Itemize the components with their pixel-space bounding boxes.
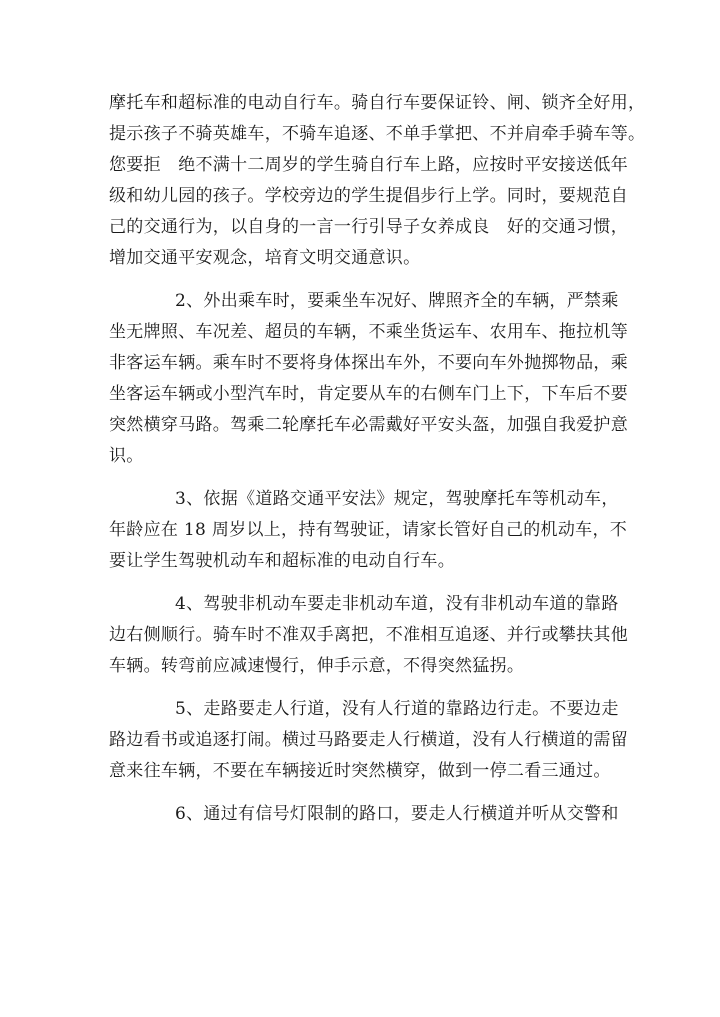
text-line: 路边看书或追逐打闹。横过马路要走人行横道，没有人行横道的需留 [109, 730, 628, 750]
text-line: 非客运车辆。乘车时不要将身体探出车外，不要向车外抛掷物品，乘 [109, 353, 628, 373]
text-line: 您要拒 绝不满十二周岁的学生骑自行车上路，应按时平安接送低年 [109, 155, 628, 175]
paragraph-6 [109, 799, 619, 830]
paragraph-3 [109, 484, 628, 577]
text-line: 要让学生驾驶机动车和超标准的电动自行车。 [109, 551, 455, 571]
text-line: 4、驾驶非机动车要走非机动车道，没有非机动车道的靠路 [175, 594, 619, 614]
text-line: 增加交通平安观念，培育文明交通意识。 [109, 248, 421, 268]
document-body [109, 88, 646, 830]
paragraph-2 [109, 286, 628, 472]
text-line: 6、通过有信号灯限制的路口，要走人行横道并听从交警和 [175, 804, 619, 824]
paragraph-4 [109, 589, 628, 682]
text-line: 5、走路要走人行道，没有人行道的靠路边行走。不要边走 [175, 699, 619, 719]
text-line: 意来往车辆，不要在车辆接近时突然横穿，做到一停二看三通过。 [109, 761, 611, 781]
text-line: 3、依据《道路交通平安法》规定，驾驶摩托车等机动车， [175, 489, 619, 509]
text-line: 突然横穿马路。驾乘二轮摩托车必需戴好平安头盔，加强自我爱护意 [109, 415, 628, 435]
text-line: 2、外出乘车时，要乘坐车况好、牌照齐全的车辆，严禁乘 [175, 291, 619, 311]
text-line: 提示孩子不骑英雄车，不骑车追逐、不单手掌把、不并肩牵手骑车等。 [109, 124, 646, 144]
text-line: 识。 [109, 446, 144, 466]
text-line: 坐无牌照、车况差、超员的车辆，不乘坐货运车、农用车、拖拉机等 [109, 322, 628, 342]
text-line: 摩托车和超标准的电动自行车。骑自行车要保证铃、闸、锁齐全好用， [109, 93, 646, 113]
text-line: 己的交通行为，以自身的一言一行引导子女养成良 好的交通习惯， [109, 217, 628, 237]
text-line: 级和幼儿园的孩子。学校旁边的学生提倡步行上学。同时，要规范自 [109, 186, 628, 206]
text-line: 边右侧顺行。骑车时不准双手离把，不准相互追逐、并行或攀扶其他 [109, 625, 628, 645]
text-line: 坐客运车辆或小型汽车时，肯定要从车的右侧车门上下，下车后不要 [109, 384, 628, 404]
paragraph-1 [109, 88, 646, 274]
text-line: 车辆。转弯前应减速慢行，伸手示意，不得突然猛拐。 [109, 656, 525, 676]
text-line: 年龄应在 18 周岁以上，持有驾驶证，请家长管好自己的机动车，不 [109, 520, 628, 540]
paragraph-5 [109, 694, 628, 787]
